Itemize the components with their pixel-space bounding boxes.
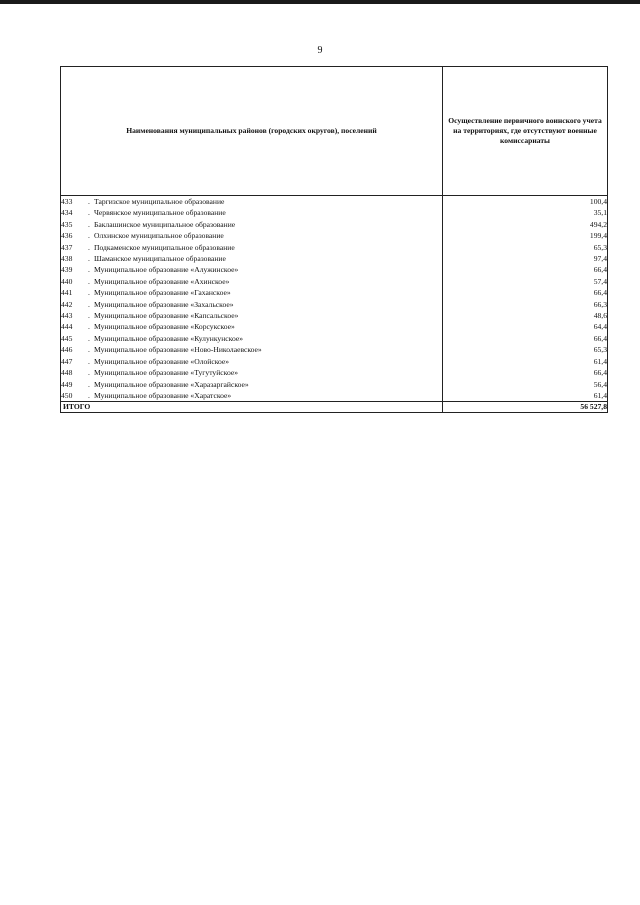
row-number: 435 — [61, 219, 73, 229]
row-separator: . — [88, 299, 90, 309]
row-name: Подкаменское муниципальное образование — [94, 242, 235, 252]
row-name-cell — [61, 367, 443, 378]
row-number: 438 — [61, 254, 73, 264]
row-separator: . — [88, 390, 90, 400]
total-label: ИТОГО — [61, 402, 443, 413]
table-row — [61, 333, 608, 344]
table-row — [61, 367, 608, 378]
table-row — [61, 299, 608, 310]
row-separator: . — [88, 311, 90, 321]
table-row — [61, 219, 608, 230]
row-value: 61,4 — [443, 356, 608, 367]
row-name-cell — [61, 207, 443, 218]
row-value: 57,4 — [443, 276, 608, 287]
row-separator: . — [88, 288, 90, 298]
row-name: Червянское муниципальное образование — [94, 208, 226, 218]
row-number: 450 — [61, 390, 73, 400]
table-row — [61, 207, 608, 218]
budget-table — [60, 66, 608, 413]
row-value: 97,4 — [443, 253, 608, 264]
row-name: Муниципальное образование «Харатское» — [94, 390, 232, 400]
scan-edge — [0, 0, 640, 4]
row-number: 448 — [61, 368, 73, 378]
row-name: Муниципальное образование «Алужинское» — [94, 265, 239, 275]
header-value: Осуществление первичного воинского учета на территориях, где отсутствуют военные комиссариаты — [443, 67, 608, 196]
row-name-cell — [61, 333, 443, 344]
table-row — [61, 242, 608, 253]
table-body — [61, 196, 608, 402]
row-name-cell — [61, 242, 443, 253]
row-value: 48,6 — [443, 310, 608, 321]
row-separator: . — [88, 231, 90, 241]
row-name-cell — [61, 344, 443, 355]
row-separator: . — [88, 322, 90, 332]
row-name-cell — [61, 379, 443, 390]
row-separator: . — [88, 254, 90, 264]
row-name: Муниципальное образование «Капсальское» — [94, 311, 239, 321]
row-value: 64,4 — [443, 321, 608, 332]
row-separator: . — [88, 379, 90, 389]
row-name: Муниципальное образование «Кулункунское» — [94, 333, 244, 343]
table-row — [61, 264, 608, 275]
row-name: Муниципальное образование «Ахинское» — [94, 276, 230, 286]
row-separator: . — [88, 356, 90, 366]
row-number: 442 — [61, 299, 73, 309]
row-name-cell — [61, 196, 443, 208]
row-name: Шаманское муниципальное образование — [94, 254, 226, 264]
row-name: Муниципальное образование «Корсукское» — [94, 322, 235, 332]
row-value: 66,3 — [443, 299, 608, 310]
row-number: 446 — [61, 345, 73, 355]
row-value: 100,4 — [443, 196, 608, 208]
row-separator: . — [88, 197, 90, 206]
total-value: 56 527,8 — [443, 402, 608, 413]
table-row — [61, 253, 608, 264]
table-row — [61, 390, 608, 402]
row-name-cell — [61, 390, 443, 402]
table-row — [61, 321, 608, 332]
table-row — [61, 310, 608, 321]
row-number: 447 — [61, 356, 73, 366]
table-row — [61, 379, 608, 390]
row-number: 440 — [61, 276, 73, 286]
row-name-cell — [61, 310, 443, 321]
row-value: 494,2 — [443, 219, 608, 230]
row-separator: . — [88, 219, 90, 229]
total-row — [61, 402, 608, 413]
table-row — [61, 287, 608, 298]
row-name: Муниципальное образование «Харазаргайское» — [94, 379, 249, 389]
row-value: 35,1 — [443, 207, 608, 218]
row-name: Олхинское муниципальное образование — [94, 231, 224, 241]
row-value: 61,4 — [443, 390, 608, 402]
row-number: 436 — [61, 231, 73, 241]
row-value: 56,4 — [443, 379, 608, 390]
row-value: 66,4 — [443, 287, 608, 298]
row-number: 445 — [61, 333, 73, 343]
row-value: 66,4 — [443, 367, 608, 378]
row-name-cell — [61, 253, 443, 264]
row-number: 443 — [61, 311, 73, 321]
row-value: 66,4 — [443, 264, 608, 275]
row-name: Баклашинское муниципальное образование — [94, 219, 236, 229]
row-name-cell — [61, 264, 443, 275]
row-separator: . — [88, 276, 90, 286]
table-row — [61, 230, 608, 241]
row-name: Таргизское муниципальное образование — [94, 197, 225, 206]
header-name: Наименования муниципальных районов (городских округов), поселений — [61, 67, 443, 196]
page-number: 9 — [317, 45, 323, 56]
row-separator: . — [88, 242, 90, 252]
row-value: 65,3 — [443, 344, 608, 355]
row-number: 433 — [61, 197, 73, 206]
row-name: Муниципальное образование «Тугутуйское» — [94, 368, 238, 378]
row-number: 449 — [61, 379, 73, 389]
table-row — [61, 356, 608, 367]
row-name: Муниципальное образование «Ново-Николаевское» — [94, 345, 262, 355]
row-separator: . — [88, 333, 90, 343]
row-name: Муниципальное образование «Захальское» — [94, 299, 234, 309]
row-name-cell — [61, 287, 443, 298]
row-separator: . — [88, 208, 90, 218]
row-separator: . — [88, 368, 90, 378]
table-row — [61, 344, 608, 355]
row-value: 66,4 — [443, 333, 608, 344]
table-header-row — [61, 67, 608, 196]
row-number: 444 — [61, 322, 73, 332]
row-name-cell — [61, 321, 443, 332]
row-number: 434 — [61, 208, 73, 218]
row-separator: . — [88, 345, 90, 355]
table-row — [61, 196, 608, 208]
row-value: 199,4 — [443, 230, 608, 241]
row-number: 439 — [61, 265, 73, 275]
row-name-cell — [61, 219, 443, 230]
table-row — [61, 276, 608, 287]
row-name: Муниципальное образование «Гаханское» — [94, 288, 231, 298]
row-number: 437 — [61, 242, 73, 252]
row-name: Муниципальное образование «Олойское» — [94, 356, 230, 366]
row-name-cell — [61, 299, 443, 310]
row-name-cell — [61, 356, 443, 367]
row-name-cell — [61, 230, 443, 241]
row-separator: . — [88, 265, 90, 275]
row-value: 65,3 — [443, 242, 608, 253]
row-name-cell — [61, 276, 443, 287]
row-number: 441 — [61, 288, 73, 298]
